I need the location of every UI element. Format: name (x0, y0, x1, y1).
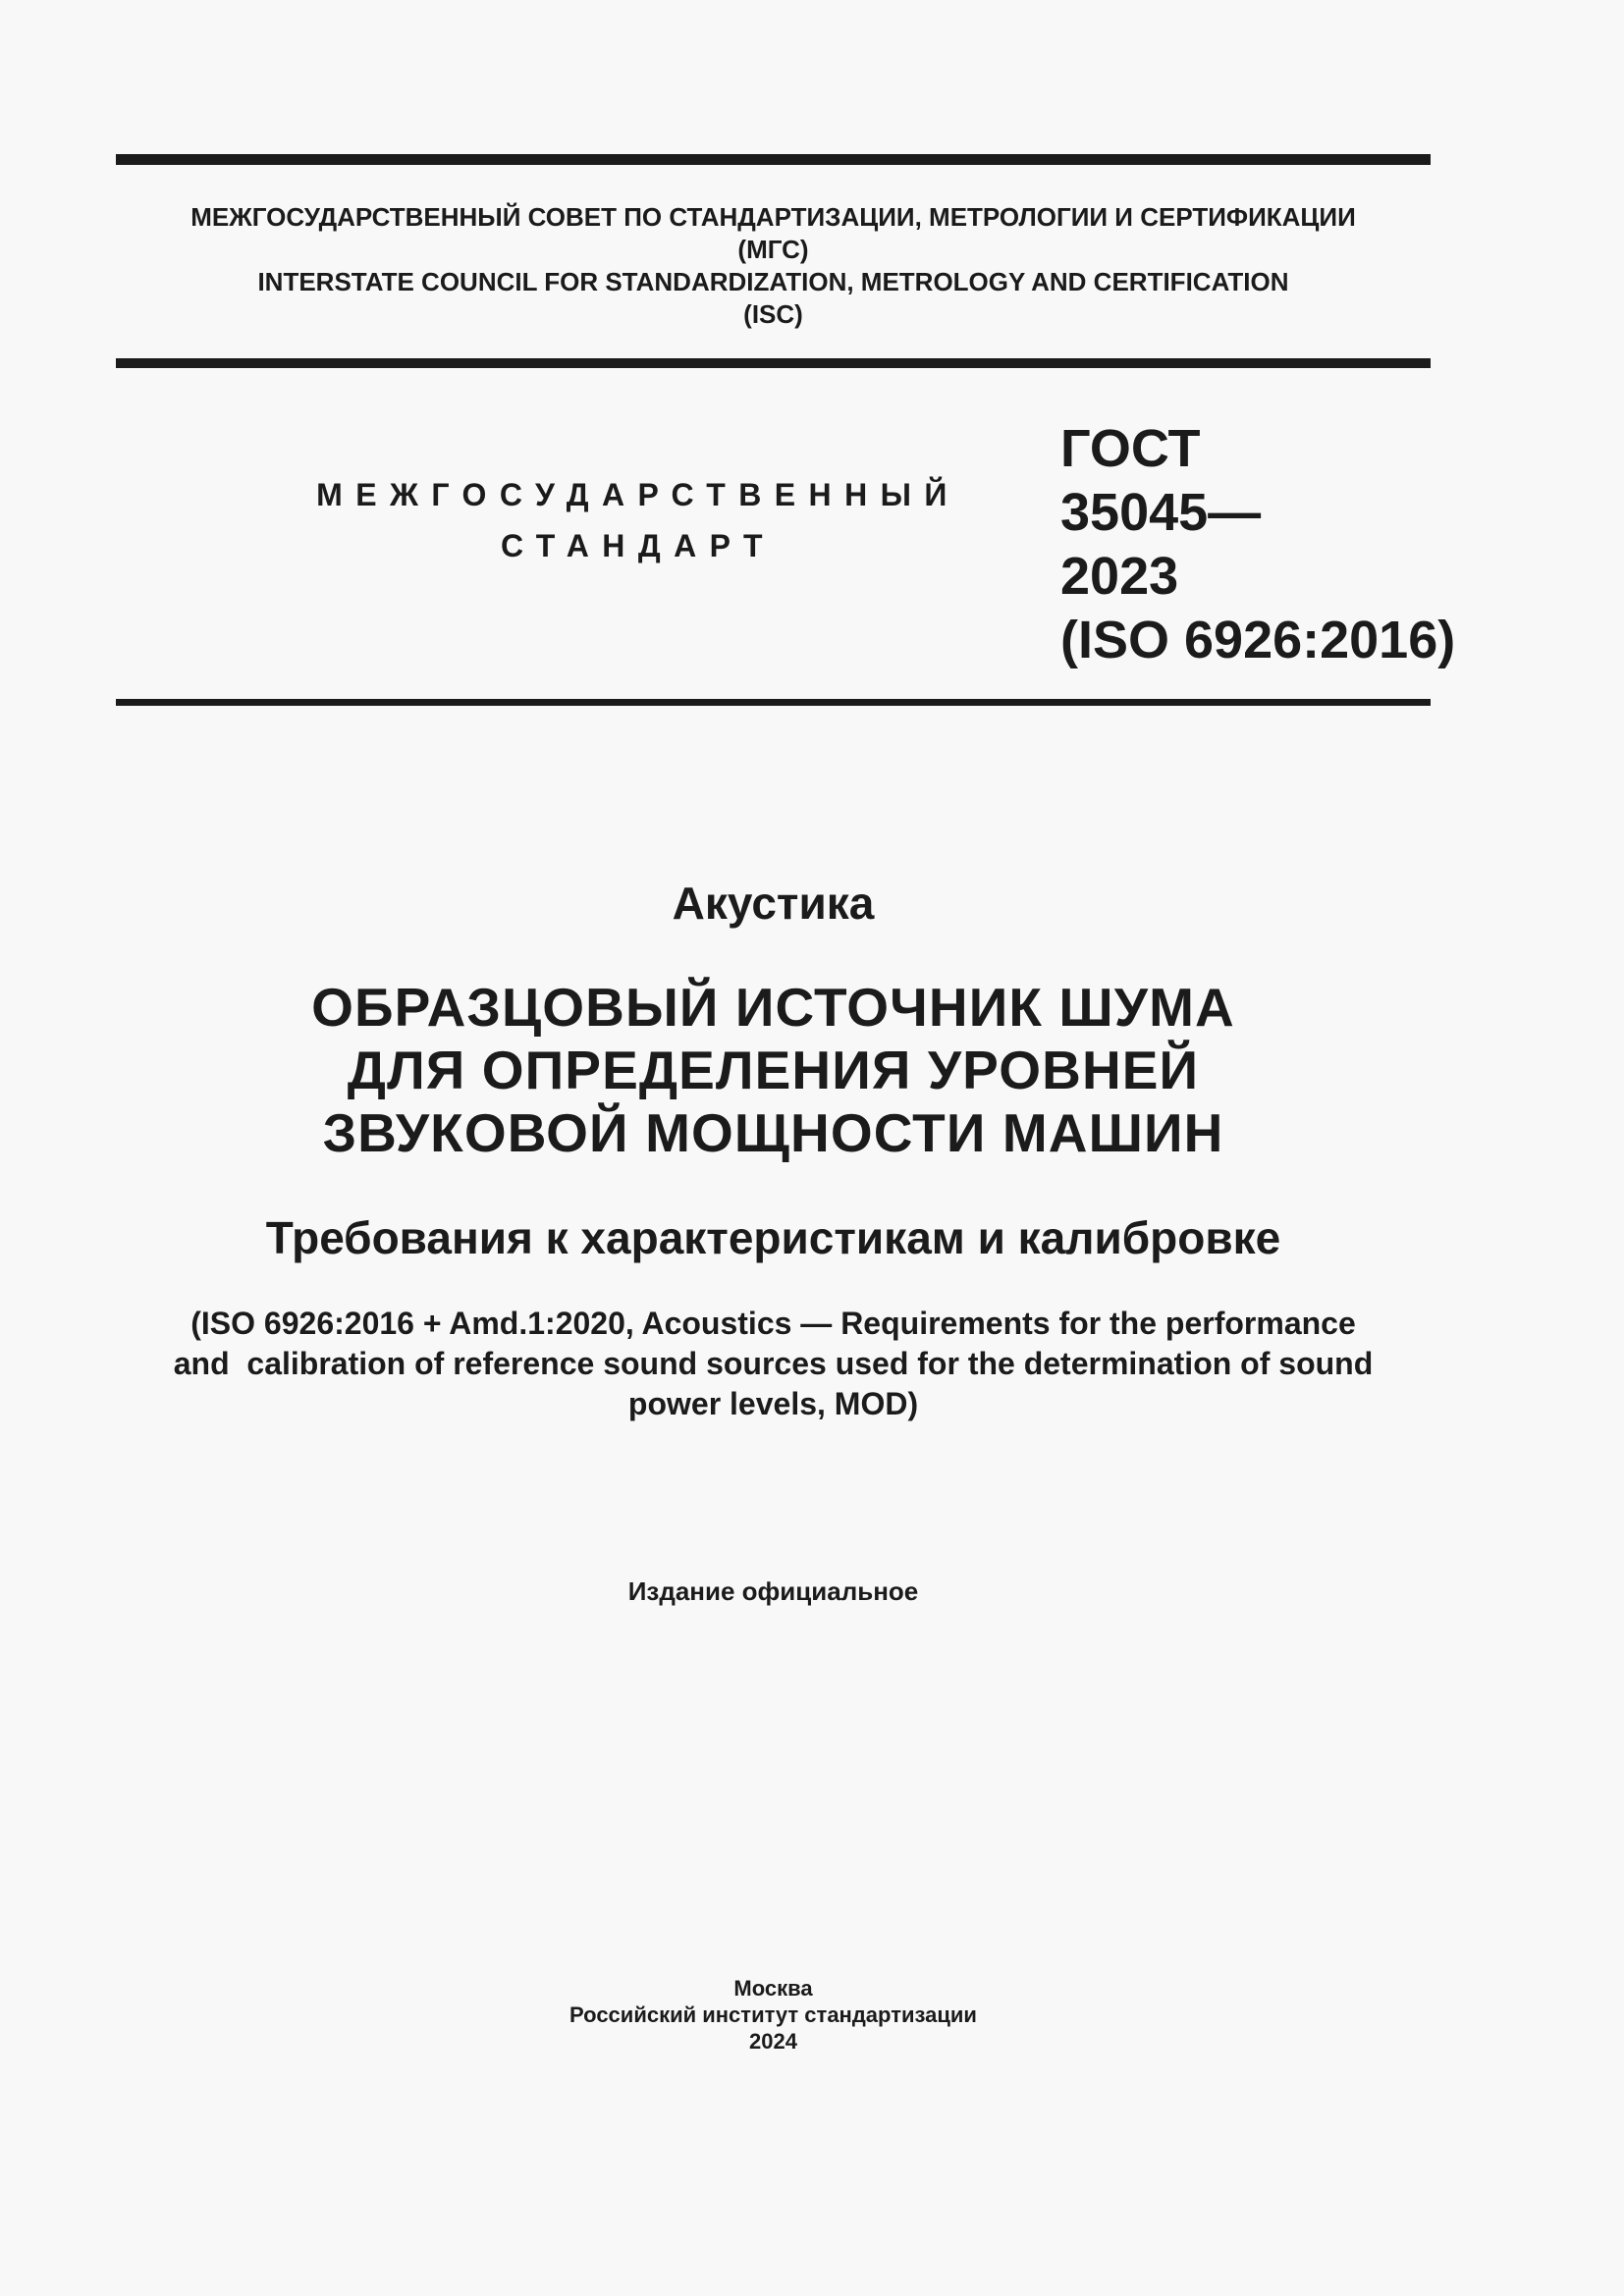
designation-line3: 2023 (1060, 547, 1179, 606)
iso-reference (116, 1304, 1431, 1424)
standard-designation (1060, 417, 1455, 672)
council-abbr-en: (ISC) (743, 299, 803, 329)
council-name-ru: МЕЖГОСУДАРСТВЕННЫЙ СОВЕТ ПО СТАНДАРТИЗАЦИИ, МЕТРОЛОГИИ И СЕРТИФИКАЦИИ (190, 202, 1356, 232)
standard-kind (285, 469, 992, 571)
title-line2: ДЛЯ ОПРЕДЕЛЕНИЯ УРОВНЕЙ (347, 1040, 1200, 1100)
imprint (116, 1975, 1431, 2055)
imprint-year: 2024 (749, 2029, 797, 2054)
council-header (116, 201, 1431, 331)
council-abbr-ru: (МГС) (737, 235, 809, 264)
title-line1: ОБРАЗЦОВЫЙ ИСТОЧНИК ШУМА (311, 977, 1235, 1038)
imprint-publisher: Российский институт стандартизации (569, 2002, 977, 2027)
iso-reference-line2: and calibration of reference sound sources used for the determination of sound (173, 1346, 1374, 1381)
iso-reference-line3: power levels, MOD) (627, 1386, 919, 1421)
designation-divider (116, 699, 1431, 706)
top-divider (116, 154, 1431, 165)
edition-label: Издание официальное (627, 1576, 919, 1606)
subject-heading: Акустика (672, 878, 875, 929)
standard-kind-line2: СТАНДАРТ (501, 528, 776, 563)
title-line3: ЗВУКОВОЙ МОЩНОСТИ МАШИН (322, 1102, 1224, 1163)
designation-line4: (ISO 6926:2016) (1060, 611, 1456, 669)
designation-line1: ГОСТ (1060, 419, 1201, 478)
iso-reference-line1: (ISO 6926:2016 + Amd.1:2020, Acoustics — Requirements for the performance (190, 1306, 1356, 1341)
standard-kind-line1: МЕЖГОСУДАРСТВЕННЫЙ (316, 477, 960, 512)
council-name-en: INTERSTATE COUNCIL FOR STANDARDIZATION, METROLOGY AND CERTIFICATION (257, 267, 1289, 296)
document-subtitle: Требования к характеристикам и калибровке (265, 1212, 1281, 1263)
document-title (116, 976, 1431, 1164)
imprint-city: Москва (733, 1976, 813, 2001)
designation-line2: 35045— (1060, 483, 1262, 542)
header-divider (116, 358, 1431, 368)
